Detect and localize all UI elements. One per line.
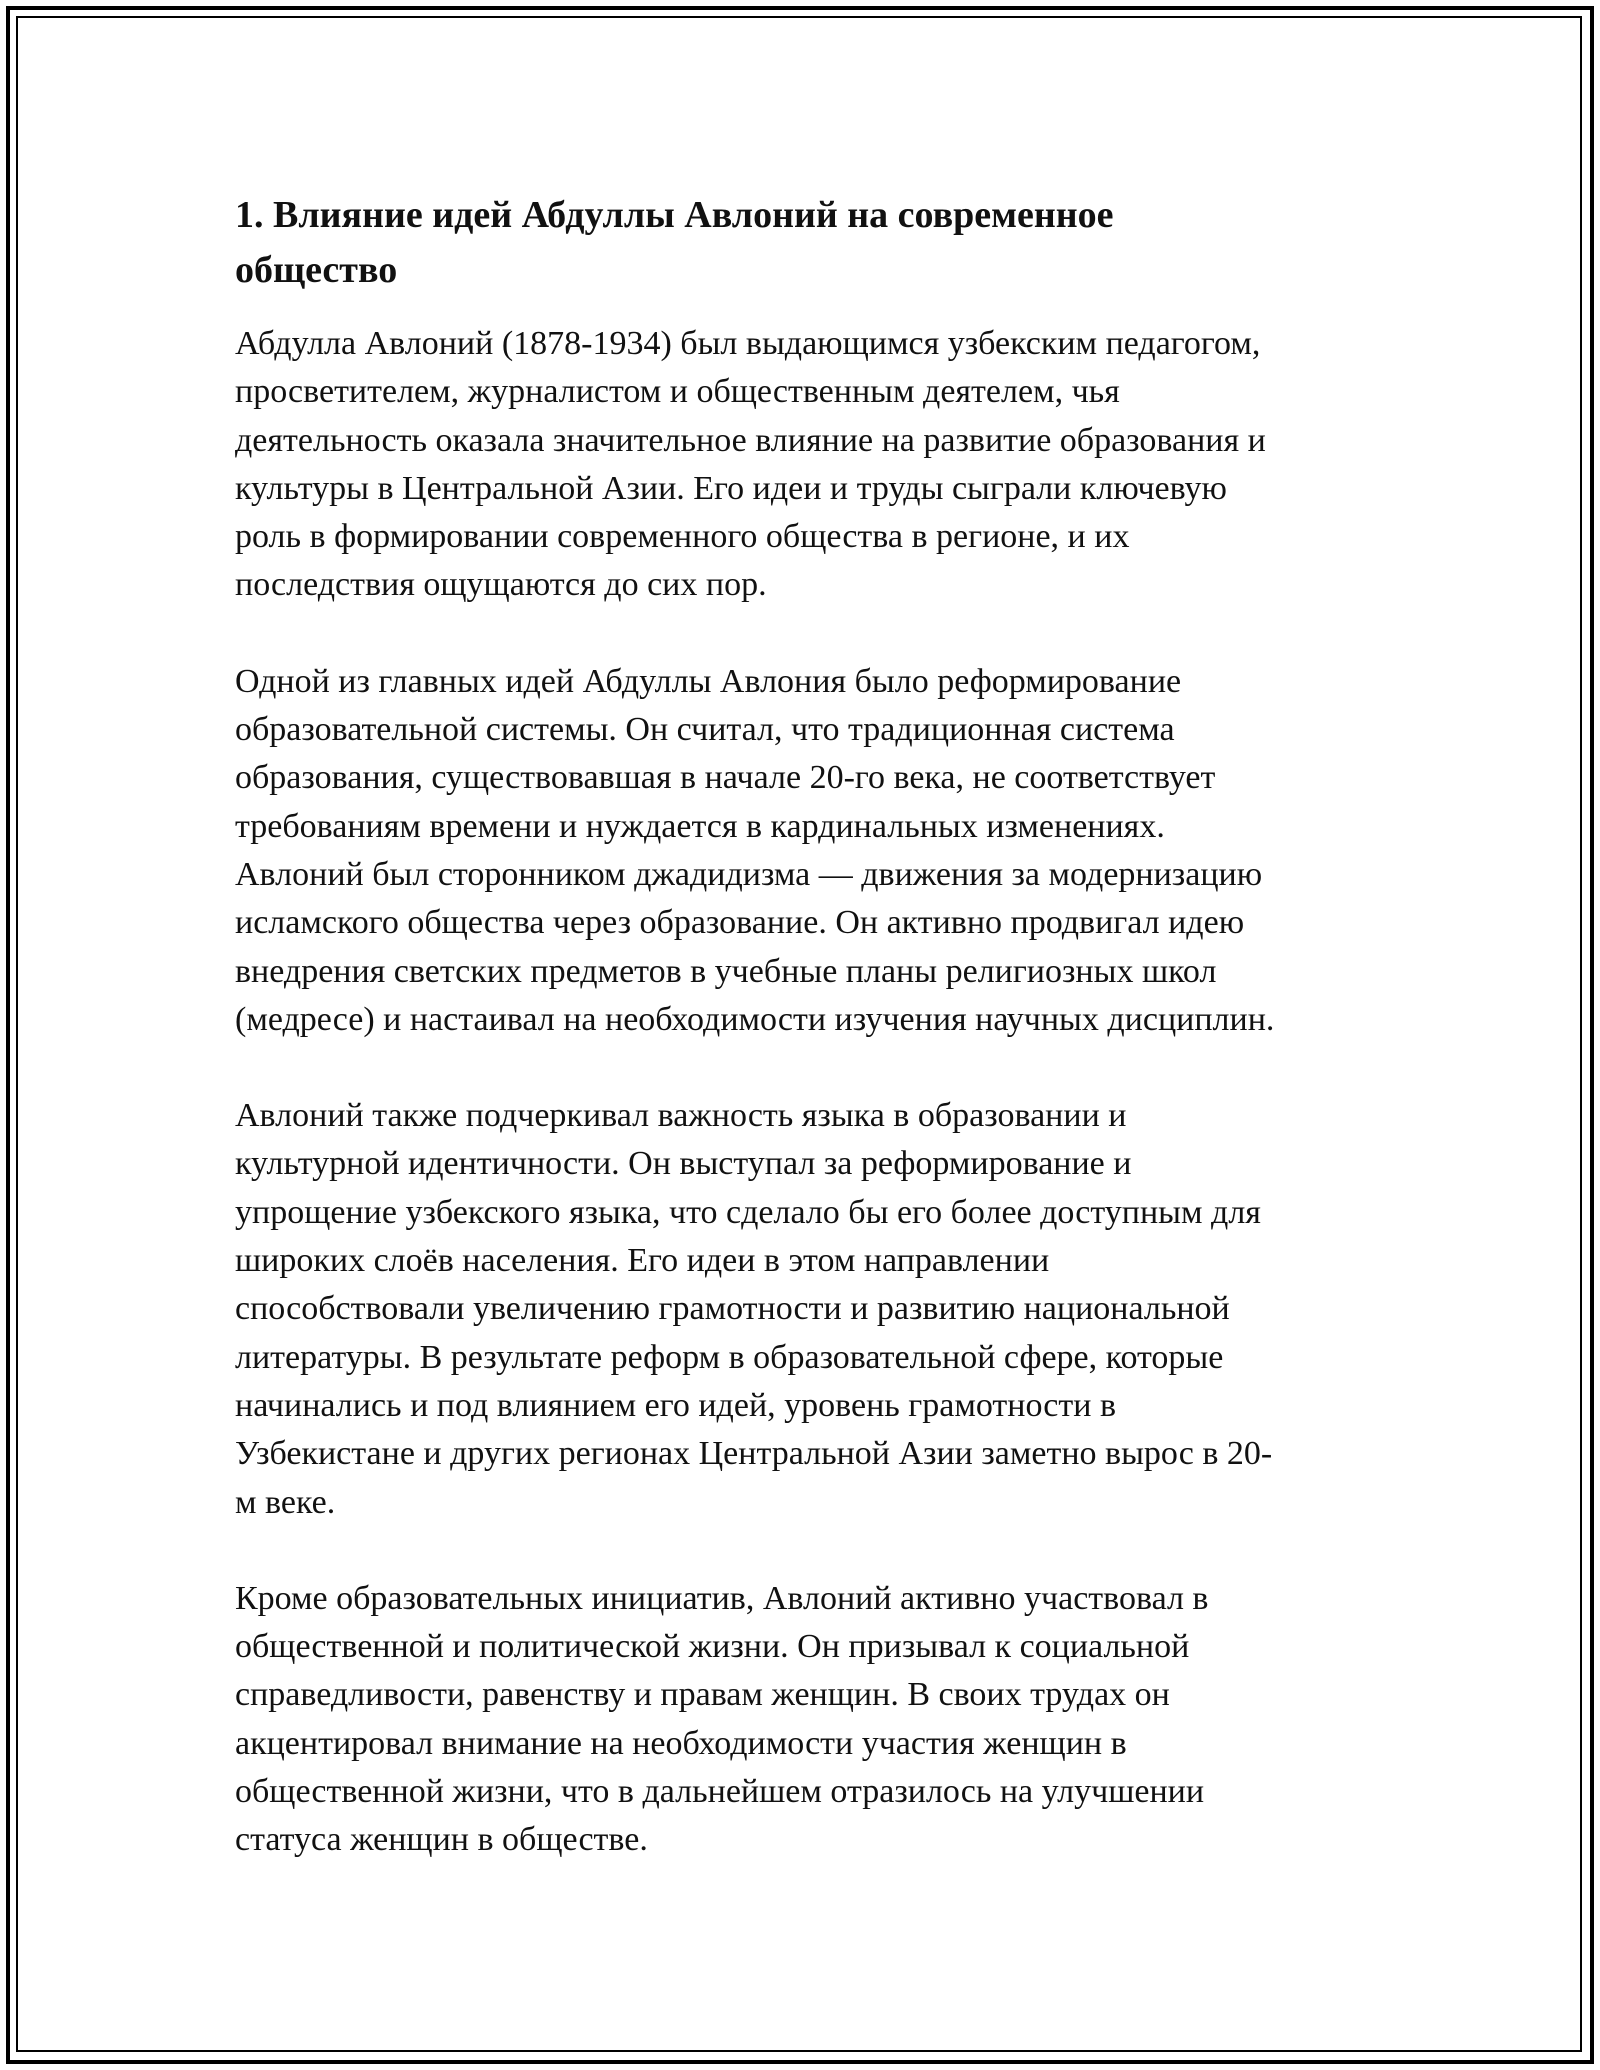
text-line: справедливости, равенству и правам женщин. В своих трудах он bbox=[235, 1676, 1170, 1714]
text-line: статуса женщин в обществе. bbox=[235, 1821, 648, 1859]
text-line: начинались и под влиянием его идей, уровень грамотности в bbox=[235, 1386, 1116, 1424]
text-line: упрощение узбекского языка, что сделало бы его более доступным для bbox=[235, 1193, 1261, 1231]
text-line: акцентировал внимание на необходимости участия женщин в bbox=[235, 1724, 1127, 1762]
text-line: исламского общества через образование. Он активно продвигал идею bbox=[235, 904, 1245, 942]
text-line: общественной и политической жизни. Он призывал к социальной bbox=[235, 1628, 1190, 1666]
heading-line: 1. Влияние идей Абдуллы Авлоний на современное bbox=[235, 194, 1114, 236]
document-body bbox=[235, 188, 1375, 1913]
text-line: просветителем, журналистом и общественным деятелем, чья bbox=[235, 373, 1120, 411]
paragraph-intro bbox=[235, 320, 1375, 610]
text-line: литературы. В результате реформ в образовательной сфере, которые bbox=[235, 1338, 1224, 1376]
text-line: способствовали увеличению грамотности и развитию национальной bbox=[235, 1290, 1230, 1328]
text-line: культуры в Центральной Азии. Его идеи и труды сыграли ключевую bbox=[235, 469, 1227, 507]
text-line: (медресе) и настаивал на необходимости изучения научных дисциплин. bbox=[235, 1000, 1275, 1038]
text-line: Узбекистане и других регионах Центральной Азии заметно вырос в 20- bbox=[235, 1435, 1273, 1473]
paragraph-education-reform bbox=[235, 658, 1375, 1044]
paragraph-social-activity bbox=[235, 1575, 1375, 1865]
document-heading bbox=[235, 188, 1375, 298]
text-line: культурной идентичности. Он выступал за реформирование и bbox=[235, 1145, 1132, 1183]
text-line: Одной из главных идей Абдуллы Авлония было реформирование bbox=[235, 662, 1182, 700]
text-line: м веке. bbox=[235, 1483, 336, 1521]
text-line: требованиям времени и нуждается в кардинальных изменениях. bbox=[235, 807, 1165, 845]
text-line: Авлоний также подчеркивал важность языка в образовании и bbox=[235, 1097, 1127, 1135]
text-line: роль в формировании современного общества в регионе, и их bbox=[235, 518, 1130, 556]
text-line: широких слоёв населения. Его идеи в этом направлении bbox=[235, 1242, 1050, 1280]
text-line: Абдулла Авлоний (1878-1934) был выдающимся узбекским педагогом, bbox=[235, 325, 1261, 362]
text-line: образовательной системы. Он считал, что традиционная система bbox=[235, 711, 1175, 749]
paragraph-language bbox=[235, 1092, 1375, 1527]
text-line: Авлоний был сторонником джадидизма — движения за модернизацию bbox=[235, 855, 1263, 893]
heading-line: общество bbox=[235, 249, 398, 291]
text-line: образования, существовавшая в начале 20-го века, не соответствует bbox=[235, 759, 1216, 797]
text-line: Кроме образовательных инициатив, Авлоний активно участвовал в bbox=[235, 1579, 1209, 1617]
text-line: последствия ощущаются до сих пор. bbox=[235, 566, 767, 604]
text-line: деятельность оказала значительное влияние на развитие образования и bbox=[235, 421, 1266, 459]
text-line: внедрения светских предметов в учебные планы религиозных школ bbox=[235, 952, 1217, 990]
text-line: общественной жизни, что в дальнейшем отразилось на улучшении bbox=[235, 1773, 1205, 1811]
